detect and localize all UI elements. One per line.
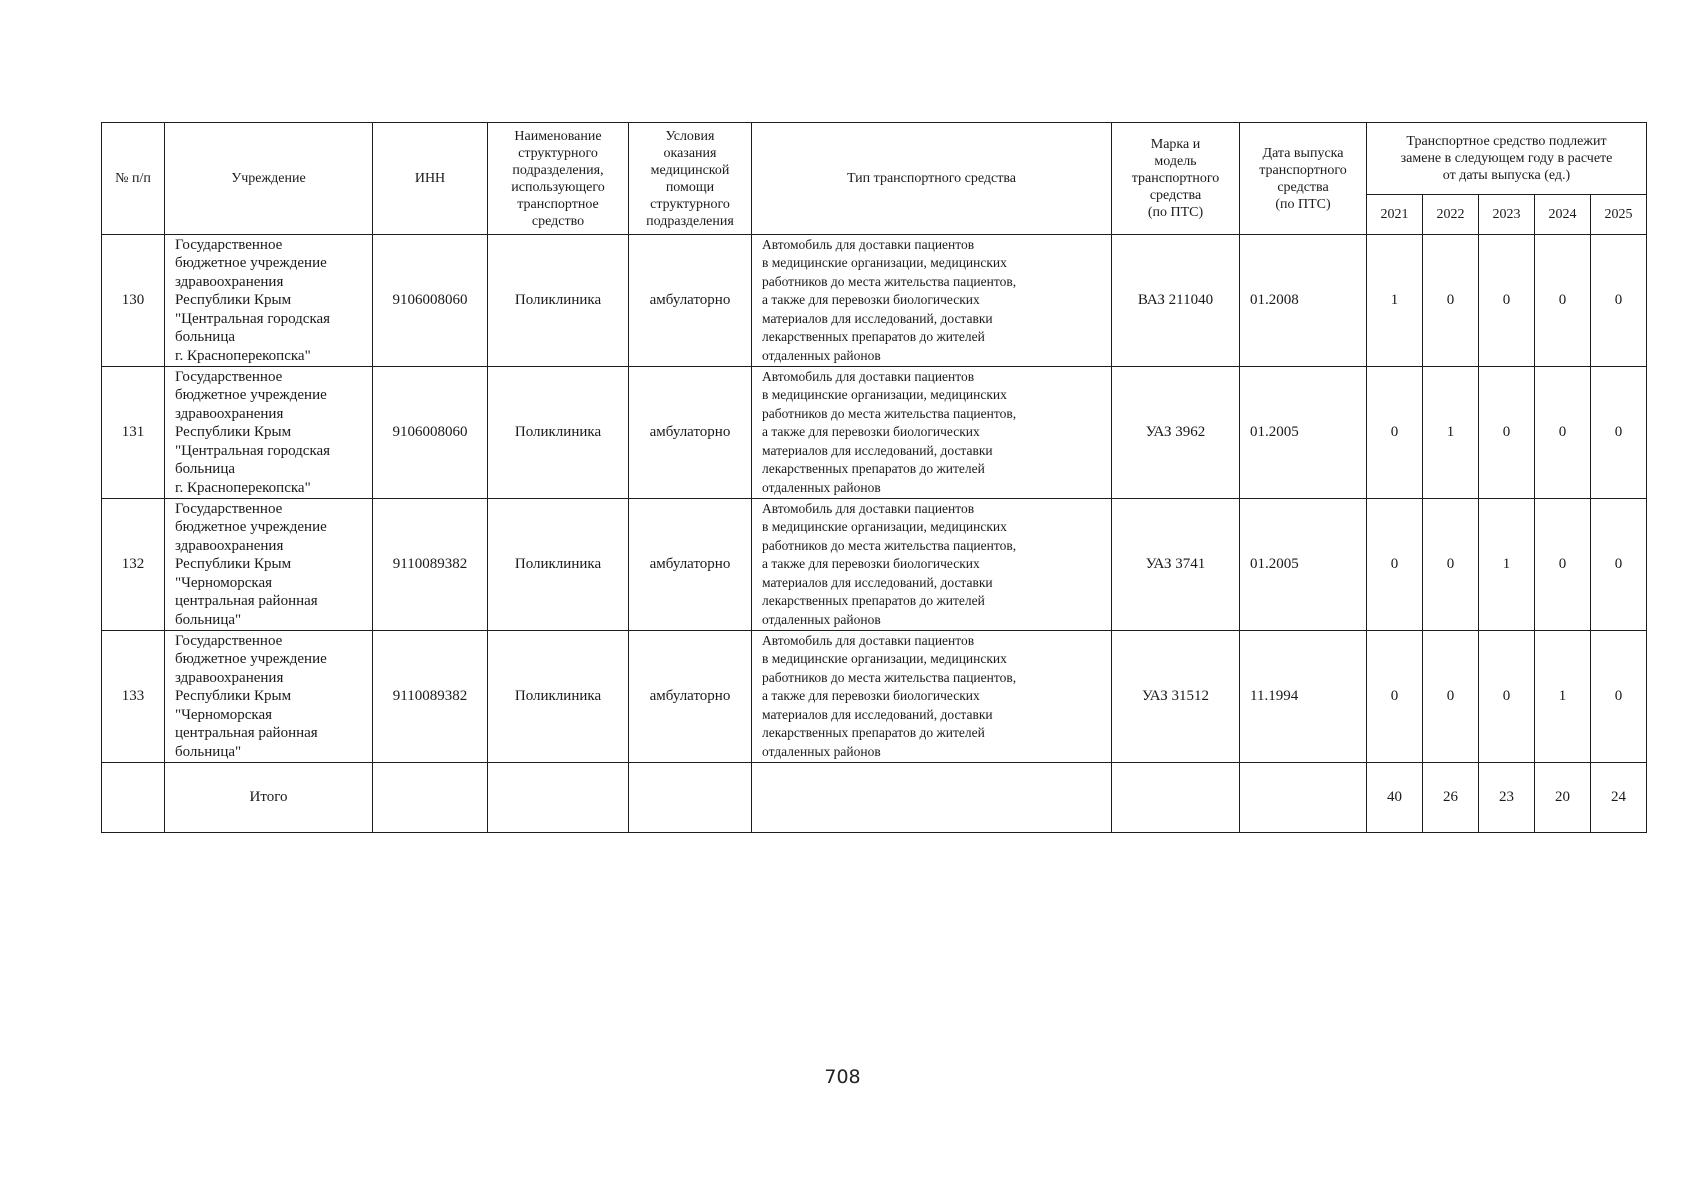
total-empty-cell	[373, 763, 488, 833]
row-subdivision: Поликлиника	[488, 499, 629, 631]
row-year-2021: 0	[1367, 499, 1423, 631]
header-vehicle-type: Тип транспортного средства	[752, 123, 1112, 235]
total-year-2023: 23	[1479, 763, 1535, 833]
row-num: 131	[102, 367, 165, 499]
row-conditions: амбулаторно	[629, 235, 752, 367]
table-row	[102, 235, 1647, 367]
header-year-2025: 2025	[1591, 195, 1647, 235]
total-num-cell	[102, 763, 165, 833]
row-year-2025: 0	[1591, 235, 1647, 367]
row-inn: 9110089382	[373, 631, 488, 763]
row-year-2025: 0	[1591, 499, 1647, 631]
row-institution: Государственное бюджетное учреждение здравоохранения Республики Крым "Черноморская центральная районная больница"	[165, 499, 373, 631]
header-release-date: Дата выпуска транспортного средства (по ПТС)	[1240, 123, 1367, 235]
row-year-2021: 1	[1367, 235, 1423, 367]
row-year-2022: 0	[1423, 235, 1479, 367]
total-year-2025: 24	[1591, 763, 1647, 833]
header-institution: Учреждение	[165, 123, 373, 235]
row-vehicle-type: Автомобиль для доставки пациентов в медицинские организации, медицинских работников до места жительства пациентов, а также для перевозки биологических материалов для исследований, доставки лекарственных препаратов до жителей отдаленных районов	[752, 367, 1112, 499]
total-label: Итого	[165, 763, 373, 833]
header-year-2021: 2021	[1367, 195, 1423, 235]
table-header	[102, 123, 1647, 235]
total-empty-cell	[488, 763, 629, 833]
row-vehicle-type: Автомобиль для доставки пациентов в медицинские организации, медицинских работников до места жительства пациентов, а также для перевозки биологических материалов для исследований, доставки лекарственных препаратов до жителей отдаленных районов	[752, 499, 1112, 631]
row-year-2024: 0	[1535, 367, 1591, 499]
total-row	[102, 763, 1647, 833]
row-brand-model: УАЗ 31512	[1112, 631, 1240, 763]
row-vehicle-type: Автомобиль для доставки пациентов в медицинские организации, медицинских работников до места жительства пациентов, а также для перевозки биологических материалов для исследований, доставки лекарственных препаратов до жителей отдаленных районов	[752, 235, 1112, 367]
row-institution: Государственное бюджетное учреждение здравоохранения Республики Крым "Центральная городская больница г. Красноперекопска"	[165, 367, 373, 499]
header-brand-model: Марка и модель транспортного средства (по ПТС)	[1112, 123, 1240, 235]
row-inn: 9106008060	[373, 367, 488, 499]
row-subdivision: Поликлиника	[488, 367, 629, 499]
row-release-date: 01.2008	[1240, 235, 1367, 367]
row-year-2024: 0	[1535, 235, 1591, 367]
row-num: 133	[102, 631, 165, 763]
header-num: № п/п	[102, 123, 165, 235]
header-conditions: Условия оказания медицинской помощи структурного подразделения	[629, 123, 752, 235]
row-release-date: 01.2005	[1240, 367, 1367, 499]
row-year-2024: 0	[1535, 499, 1591, 631]
row-year-2023: 0	[1479, 631, 1535, 763]
row-year-2021: 0	[1367, 367, 1423, 499]
header-subdivision: Наименование структурного подразделения, использующего транспортное средство	[488, 123, 629, 235]
row-brand-model: ВАЗ 211040	[1112, 235, 1240, 367]
row-inn: 9110089382	[373, 499, 488, 631]
header-year-2024: 2024	[1535, 195, 1591, 235]
row-year-2025: 0	[1591, 631, 1647, 763]
total-year-2021: 40	[1367, 763, 1423, 833]
row-inn: 9106008060	[373, 235, 488, 367]
row-subdivision: Поликлиника	[488, 235, 629, 367]
header-replacement: Транспортное средство подлежит замене в следующем году в расчете от даты выпуска (ед.)	[1367, 123, 1647, 195]
row-year-2023: 0	[1479, 367, 1535, 499]
row-year-2021: 0	[1367, 631, 1423, 763]
table-row	[102, 367, 1647, 499]
row-conditions: амбулаторно	[629, 499, 752, 631]
row-year-2022: 0	[1423, 631, 1479, 763]
row-institution: Государственное бюджетное учреждение здравоохранения Республики Крым "Центральная городская больница г. Красноперекопска"	[165, 235, 373, 367]
total-year-2024: 20	[1535, 763, 1591, 833]
row-conditions: амбулаторно	[629, 367, 752, 499]
row-year-2022: 0	[1423, 499, 1479, 631]
header-inn: ИНН	[373, 123, 488, 235]
row-release-date: 11.1994	[1240, 631, 1367, 763]
header-year-2023: 2023	[1479, 195, 1535, 235]
row-brand-model: УАЗ 3962	[1112, 367, 1240, 499]
row-year-2023: 0	[1479, 235, 1535, 367]
table-row	[102, 499, 1647, 631]
header-year-2022: 2022	[1423, 195, 1479, 235]
row-year-2022: 1	[1423, 367, 1479, 499]
total-empty-cell	[1240, 763, 1367, 833]
row-num: 132	[102, 499, 165, 631]
row-vehicle-type: Автомобиль для доставки пациентов в медицинские организации, медицинских работников до места жительства пациентов, а также для перевозки биологических материалов для исследований, доставки лекарственных препаратов до жителей отдаленных районов	[752, 631, 1112, 763]
row-release-date: 01.2005	[1240, 499, 1367, 631]
total-empty-cell	[629, 763, 752, 833]
row-brand-model: УАЗ 3741	[1112, 499, 1240, 631]
table-body	[102, 235, 1647, 833]
row-num: 130	[102, 235, 165, 367]
table-row	[102, 631, 1647, 763]
row-conditions: амбулаторно	[629, 631, 752, 763]
total-year-2022: 26	[1423, 763, 1479, 833]
row-subdivision: Поликлиника	[488, 631, 629, 763]
page-number: 708	[824, 1066, 861, 1088]
row-year-2023: 1	[1479, 499, 1535, 631]
total-empty-cell	[1112, 763, 1240, 833]
row-year-2025: 0	[1591, 367, 1647, 499]
total-empty-cell	[752, 763, 1112, 833]
row-year-2024: 1	[1535, 631, 1591, 763]
vehicle-replacement-table	[101, 122, 1647, 833]
row-institution: Государственное бюджетное учреждение здравоохранения Республики Крым "Черноморская центральная районная больница"	[165, 631, 373, 763]
